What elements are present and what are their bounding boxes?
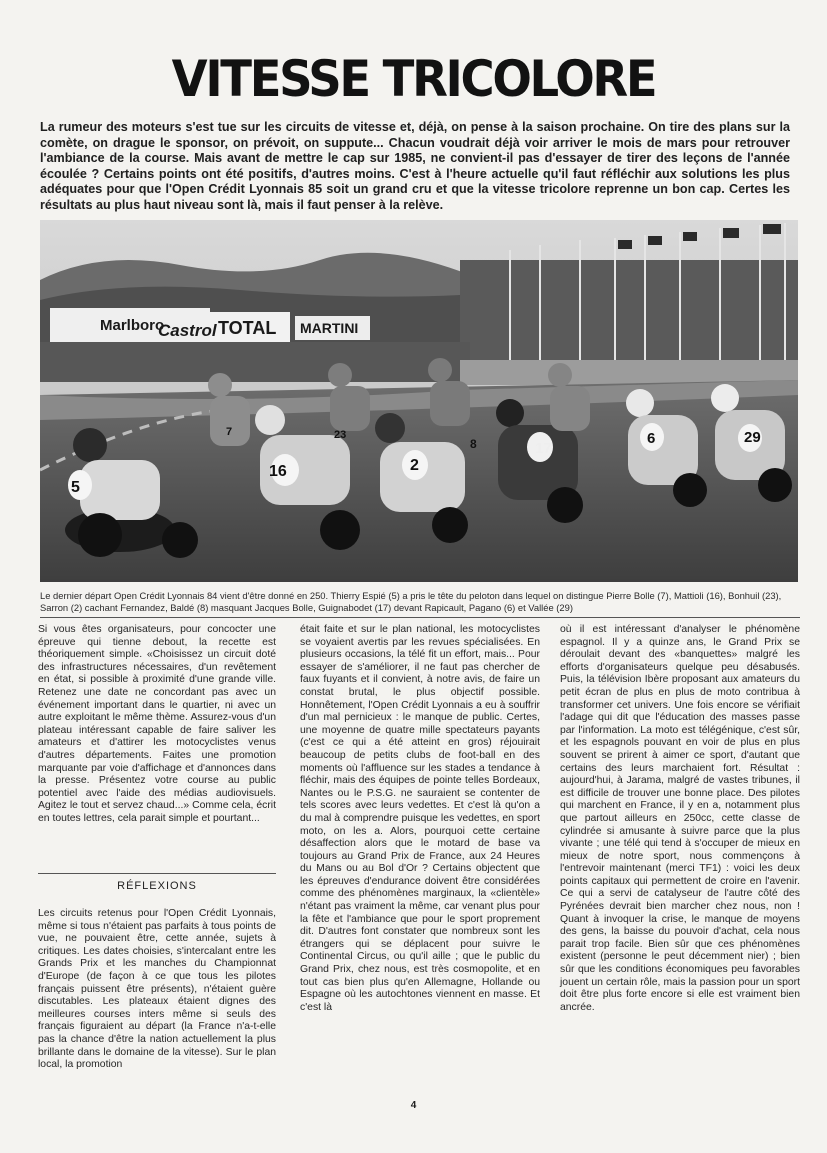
- banner-total: TOTAL: [218, 318, 277, 338]
- rider-number-23: 23: [334, 429, 347, 441]
- rider-number-7: 7: [226, 426, 233, 438]
- rider-number-2: 2: [410, 457, 419, 474]
- column-3: [560, 624, 800, 1014]
- section-heading: RÉFLEXIONS: [117, 880, 197, 892]
- rider-number-5: 5: [71, 479, 80, 496]
- column-2-text: était faite et sur le plan national, les motocyclistes se voyaient avertis par les revues spécialisées. En plusieurs occasions, la télé fit un effort, mais... Pour essayer de s'améliorer, il ne faut pas chercher de faux fuyants et il convient, à notre avis, de faire un constat brutal, le plus objectif possible. Honnêtement, l'Open Crédit Lyonnais a eu à souffrir d'un mal pernicieux : le manque de public. Certes, une moyenne de quatre mille spectateurs payants (c'est ce qui a été atteint en gros) réjouirait beaucoup de petits clubs de foot-ball en des moments où l'affluence sur les stades a tendance à fléchir, mais des équipes de pointe telles Bordeaux, Nantes ou le P.S.G. ne sauraient se contenter de tels scores avec leurs vedettes. Et c'est là qu'on a du mal à comprendre puisque les vedettes, en sport moto, on les a. Alors, pourquoi cette certaine désaffection alors que le motard de base va toujours au Grand Prix de France, aux 24 Heures du Mans ou au Bol d'Or ? Certains objectent que les épreuves d'endurance doivent être considérées comme des phénomènes marginaux, la «clientèle» n'étant pas vraiment la même, car venant plus pour la fête et l'ambiance que pour le sport proprement dit. D'autres font constater que nombreux sont les étrangers qui se déplacent pour suivre le Continental Circus, ou qu'il aille ; que le public du Grand Prix, chez nous, est très cosmopolite, et en tout cas bien plus qu'en Allemagne, Hollande ou Espagne où les autochtones viennent en masse. Et c'est là: [300, 624, 540, 1013]
- article-intro: La rumeur des moteurs s'est tue sur les circuits de vitesse et, déjà, on pense à la saison prochaine. On tire des plans sur la comète, on drague le sponsor, on prévoit, on suppute... Chacun voudrait déjà voir arriver le mois de mars pour retrouver l'ambiance de la course. Mais avant de mettre le cap sur 1985, ne convient-il pas d'essayer de tirer des leçons de l'année écoulée ? Certains points ont été positifs, d'autres moins. C'est à l'heure actuelle qu'il faut réfléchir aux solutions les plus adéquates pour que l'Open Crédit Lyonnais 85 soit un grand cru et que la vitesse tricolore reprenne un bon cap. Certes les résultats au plus haut niveau sont là, mais il faut penser à la relève.: [40, 120, 790, 212]
- banner-castrol: Castrol: [158, 321, 217, 340]
- column-1-intro: [38, 624, 276, 826]
- rider-number-16: 16: [269, 463, 287, 480]
- race-photo: [40, 220, 798, 582]
- column-1-section: [38, 908, 276, 1072]
- column-3-text: où il est intéressant d'analyser le phénomène espagnol. Il y a quinze ans, le Grand Prix se déroulait devant des «banquettes» malgré les efforts d'organisateurs quelque peu désabusés. Puis, la télévision Ibère proposant aux amateurs du petit écran de plus en plus de moto contribua à transformer cet univers. Une fois encore se vérifiait l'adage qui dit que l'éducation des masses passe par l'information. La moto est télégénique, c'est sûr, et les espagnols pouvant en voir de plus en plus souvent se prirent à aimer ce sport, d'autant que certains des leurs marchaient fort. Résultat : aujourd'hui, à Jarama, malgré de vastes tribunes, il est difficile de trouver une bonne place. Des pilotes qui marchent en France, il y en a, notamment plus que partout ailleurs en 250cc, cette classe de cylindrée si amusante à suivre parce que la plus vivante ; une télé qui tend à s'occuper de mieux en mieux de notre sport, nous commençons à l'entrevoir maintenant (merci TF1) : voici les deux points capitaux qui permettent de croire en l'avenir. Ce qui a servi de catalyseur de l'autre côté des Pyrénées devrait bien marcher chez nous, non ! Quant à invoquer la crise, le manque de moyens des gens, la baisse du pouvoir d'achat, cela nous parait trop facile. Bien sûr que ces phénomènes existent (personne le peut décemment nier) ; bien sûr que les conditions économiques peu favorables jouent un certain rôle, mais la passion pour un sport doit être plus forte encore si elle est vraiment bien ancrée.: [560, 624, 800, 1013]
- section-divider: [38, 873, 276, 874]
- race-photo-illustration: [40, 220, 798, 582]
- column-2: [300, 624, 540, 1014]
- page-number: 4: [410, 1100, 417, 1111]
- rider-number-8: 8: [470, 437, 477, 451]
- rider-number-17: 17: [535, 440, 552, 457]
- article-title: VITESSE TRICOLORE: [171, 50, 656, 108]
- rider-number-29: 29: [744, 429, 761, 446]
- caption-divider: [40, 617, 800, 618]
- column-1-text: Si vous êtes organisateurs, pour concocter une épreuve qui tienne debout, la recette est théoriquement simple. «Choisissez un circuit doté des infrastructures nécessaires, d'un revêtement en état, si possible à proximité d'une grande ville. Retenez une date ne concordant pas avec un événement important dans le quartier, ni avec un autre exploitant le même thème. Assurez-vous d'un plateau intéressant capable de faire saliver les amateurs et d'attirer les motocyclistes venus d'autres départements. Faites une promotion marquante par voie d'affichage et d'annonces dans la presse. Présentez votre course au public potentiel avec l'aide des médias audiovisuels. Agitez le tout et servez chaud...» Comme cela, écrit en toutes lettres, cela parait simple et pourtant...: [38, 624, 276, 824]
- banner-marlboro: Marlboro: [100, 317, 165, 334]
- rider-number-6: 6: [647, 430, 656, 447]
- column-1-section-text: Les circuits retenus pour l'Open Crédit Lyonnais, même si tous n'étaient pas parfaits à tous points de vue, ne pouvaient être, cette année, sujets à critiques. Les dates choisies, s'intercalant entre les Grands Prix et les manches du Championnat d'Europe (de façon à ce que tous les pilotes français puissent être présents), n'étaient guère discutables. Les plateaux étaient dignes des meilleures courses inters même si seuls des français figuraient au départ (la France n'a-t-elle pas la chance d'être la nation actuellement la plus brillante dans le domaine de la vitesse). Sur le plan local, la promotion: [38, 908, 276, 1071]
- banner-martini: MARTINI: [300, 320, 359, 336]
- photo-caption: Le dernier départ Open Crédit Lyonnais 84 vient d'être donné en 250. Thierry Espié (5) a pris le tête du peloton dans lequel on distingue Pierre Bolle (7), Mattioli (16), Bonhuil (23), Sarron (2) cachant Fernandez, Baldé (8) masquant Jacques Bolle, Guignabodet (17) devant Rapicault, Pagano (6) et Vallée (29): [40, 590, 782, 613]
